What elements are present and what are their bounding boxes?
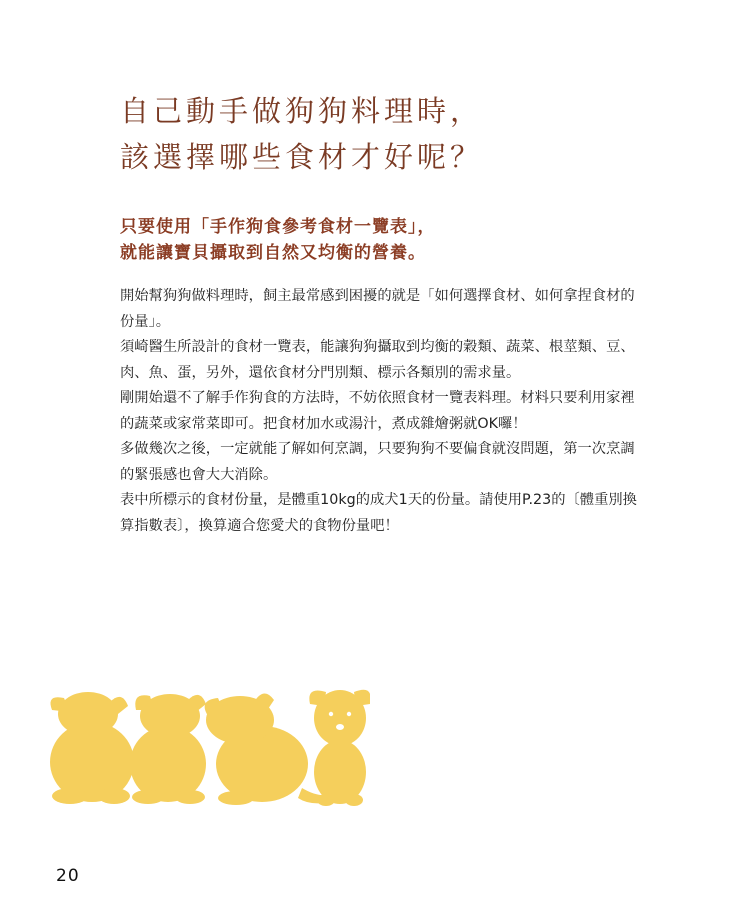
dog-silhouettes-illustration: [40, 680, 370, 806]
paragraph: 須崎醫生所設計的食材一覽表，能讓狗狗攝取到均衡的穀類、蔬菜、根莖類、豆、肉、魚、蛋，另外，還依食材分門別類、標示各類別的需求量。: [120, 339, 635, 381]
subtitle: [120, 214, 680, 266]
paragraph: 開始幫狗狗做料理時，飼主最常感到困擾的就是「如何選擇食材、如何拿捏食材的份量」。: [120, 288, 635, 330]
dog-silhouette-2: [130, 694, 206, 804]
body-text: [120, 284, 640, 539]
dog-silhouette-1: [50, 692, 134, 804]
paragraph: 多做幾次之後，一定就能了解如何烹調，只要狗狗不要偏食就沒問題，第一次烹調的緊張感也會大大消除。: [120, 441, 635, 483]
subtitle-line-1: 只要使用「手作狗食參考食材一覽表」，: [120, 217, 436, 237]
paragraph: 表中所標示的食材份量，是體重10kg的成犬1天的份量。請使用P.23的〔體重別換算指數表〕，換算適合您愛犬的食物份量吧！: [120, 492, 637, 534]
paragraph: 剛開始還不了解手作狗食的方法時，不妨依照食材一覽表料理。材料只要利用家裡的蔬菜或家常菜即可。把食材加水或湯汁，煮成雜燴粥就OK囉！: [120, 390, 635, 432]
page-number: 20: [56, 866, 80, 886]
title-line-1: 自己動手做狗狗料理時，: [120, 94, 484, 128]
title-line-2: 該選擇哪些食材才好呢？: [120, 140, 484, 174]
page-title: [120, 88, 680, 180]
subtitle-line-2: 就能讓寶貝攝取到自然又均衡的營養。: [120, 243, 426, 263]
dog-silhouette-4: [309, 690, 370, 806]
